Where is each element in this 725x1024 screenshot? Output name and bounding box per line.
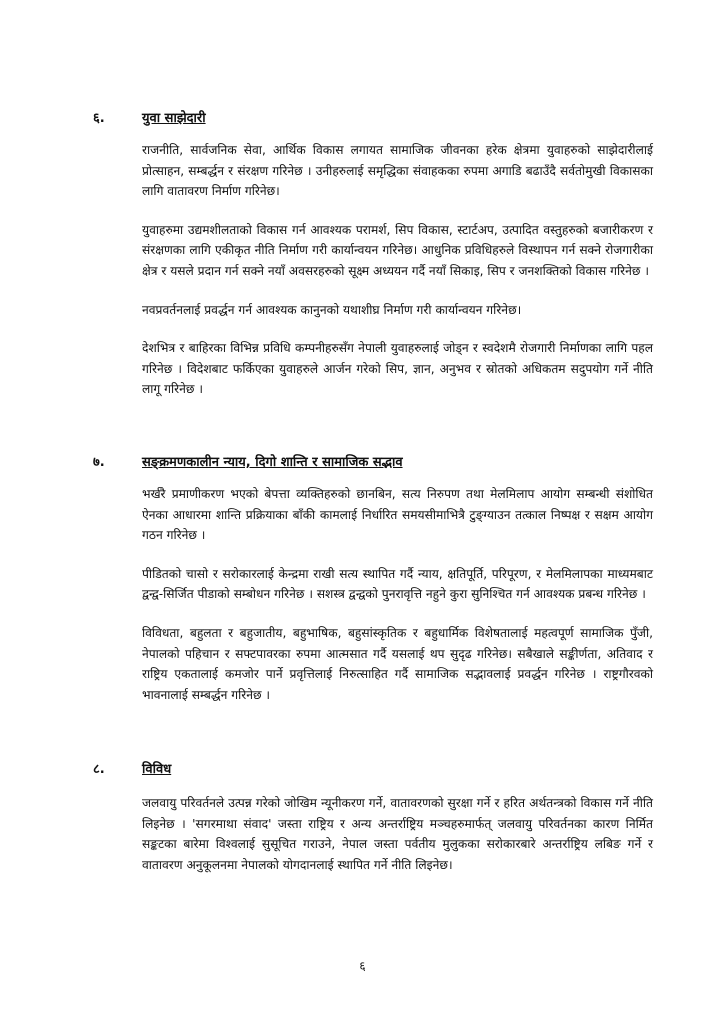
section-transitional-justice: [93, 452, 653, 705]
section-heading: [93, 108, 653, 130]
paragraph: विविधता, बहुलता र बहुजातीय, बहुभाषिक, बहुसांस्कृतिक र बहुधार्मिक विशेषतालाई महत्वपूर्ण सामाजिक पुँजी, नेपालको पहिचान र सफ्टपावरका रुपमा आत्मसात गर्दै यसलाई थप सुदृढ गरिनेछ। सबैखाले सङ्कीर्णता, अतिवाद र राष्ट्रिय एकतालाई कमजोर पार्ने प्रवृत्तिलाई निरुत्साहित गर्दै सामाजिक सद्भावलाई प्रवर्द्धन गरिनेछ । राष्ट्रगौरवको भावनालाई सम्बर्द्धन गरिनेछ ।: [142, 625, 653, 702]
paragraph: राजनीति, सार्वजनिक सेवा, आर्थिक विकास लगायत सामाजिक जीवनका हरेक क्षेत्रमा युवाहरुको साझेदारीलाई प्रोत्साहन, सम्बर्द्धन र संरक्षण गरिनेछ । उनीहरुलाई समृद्धिका संवाहकका रुपमा अगाडि बढाउँदै सर्वतोमुखी विकासका लागि वातावरण निर्माण गरिनेछ।: [142, 143, 653, 199]
section-number: ७.: [93, 455, 105, 470]
section-title: युवा साझेदारी: [142, 111, 206, 126]
paragraph: युवाहरुमा उद्यमशीलताको विकास गर्न आवश्यक परामर्श, सिप विकास, स्टार्टअप, उत्पादित वस्तुहरुको बजारीकरण र संरक्षणका लागि एकीकृत नीति निर्माण गरी कार्यान्वयन गरिनेछ। आधुनिक प्रविधिहरुले विस्थापन गर्न सक्ने रोजगारीका क्षेत्र र यसले प्रदान गर्न सक्ने नयाँ अवसरहरुको सूक्ष्म अध्ययन गर्दै नयाँ सिकाइ, सिप र जनशक्तिको विकास गरिनेछ ।: [142, 222, 653, 278]
section-number: ६.: [93, 111, 105, 126]
section-miscellaneous: [93, 759, 653, 875]
section-youth-partnership: [93, 108, 653, 400]
paragraph: पीडितको चासो र सरोकारलाई केन्द्रमा राखी सत्य स्थापित गर्दै न्याय, क्षतिपूर्ति, परिपूरण, र मेलमिलापका माध्यमबाट द्वन्द्व-सिर्जित पीडाको सम्बोधन गरिनेछ । सशस्त्र द्वन्द्वको पुनरावृत्ति नहुने कुरा सुनिश्चित गर्न आवश्यक प्रबन्ध गरिनेछ ।: [142, 566, 653, 602]
section-title: सङ्क्रमणकालीन न्याय, दिगो शान्ति र सामाजिक सद्भाव: [142, 455, 403, 470]
paragraph: नवप्रवर्तनलाई प्रवर्द्धन गर्न आवश्यक कानुनको यथाशीघ्र निर्माण गरी कार्यान्वयन गरिनेछ।: [142, 302, 522, 317]
section-heading: [93, 759, 653, 781]
paragraph: जलवायु परिवर्तनले उत्पन्न गरेको जोखिम न्यूनीकरण गर्ने, वातावरणको सुरक्षा गर्ने र हरित अर्थतन्त्रको विकास गर्ने नीति लिइनेछ । 'सगरमाथा संवाद' जस्ता राष्ट्रिय र अन्य अन्तर्राष्ट्रिय मञ्चहरुमार्फत् जलवायु परिवर्तनका कारण निर्मित सङ्कटका बारेमा विश्वलाई सुसूचित गराउने, नेपाल जस्ता पर्वतीय मुलुकका सरोकारबारे अन्तर्राष्ट्रिय लबिङ गर्ने र वातावरण अनुकूलनमा नेपालको योगदानलाई स्थापित गर्ने नीति लिइनेछ।: [142, 796, 653, 872]
section-title: विविध: [142, 762, 172, 777]
paragraph: देशभित्र र बाहिरका विभिन्न प्रविधि कम्पनीहरुसँग नेपाली युवाहरुलाई जोड्न र स्वदेशमै रोजगारी निर्माणका लागि पहल गरिनेछ । विदेशबाट फर्किएका युवाहरुले आर्जन गरेको सिप, ज्ञान, अनुभव र स्रोतको अधिकतम सदुपयोग गर्ने नीति लागू गरिनेछ ।: [142, 341, 654, 397]
section-number: ८.: [93, 762, 105, 777]
page-number: ६: [359, 959, 366, 973]
paragraph: भर्खरै प्रमाणीकरण भएको बेपत्ता व्यक्तिहरुको छानबिन, सत्य निरुपण तथा मेलमिलाप आयोग सम्बन्धी संशोधित ऐनका आधारमा शान्ति प्रक्रियाका बाँकी कामलाई निर्धारित समयसीमाभित्रै टुङ्ग्याउन तत्काल निष्पक्ष र सक्षम आयोग गठन गरिनेछ ।: [142, 487, 653, 543]
section-heading: [93, 452, 653, 474]
